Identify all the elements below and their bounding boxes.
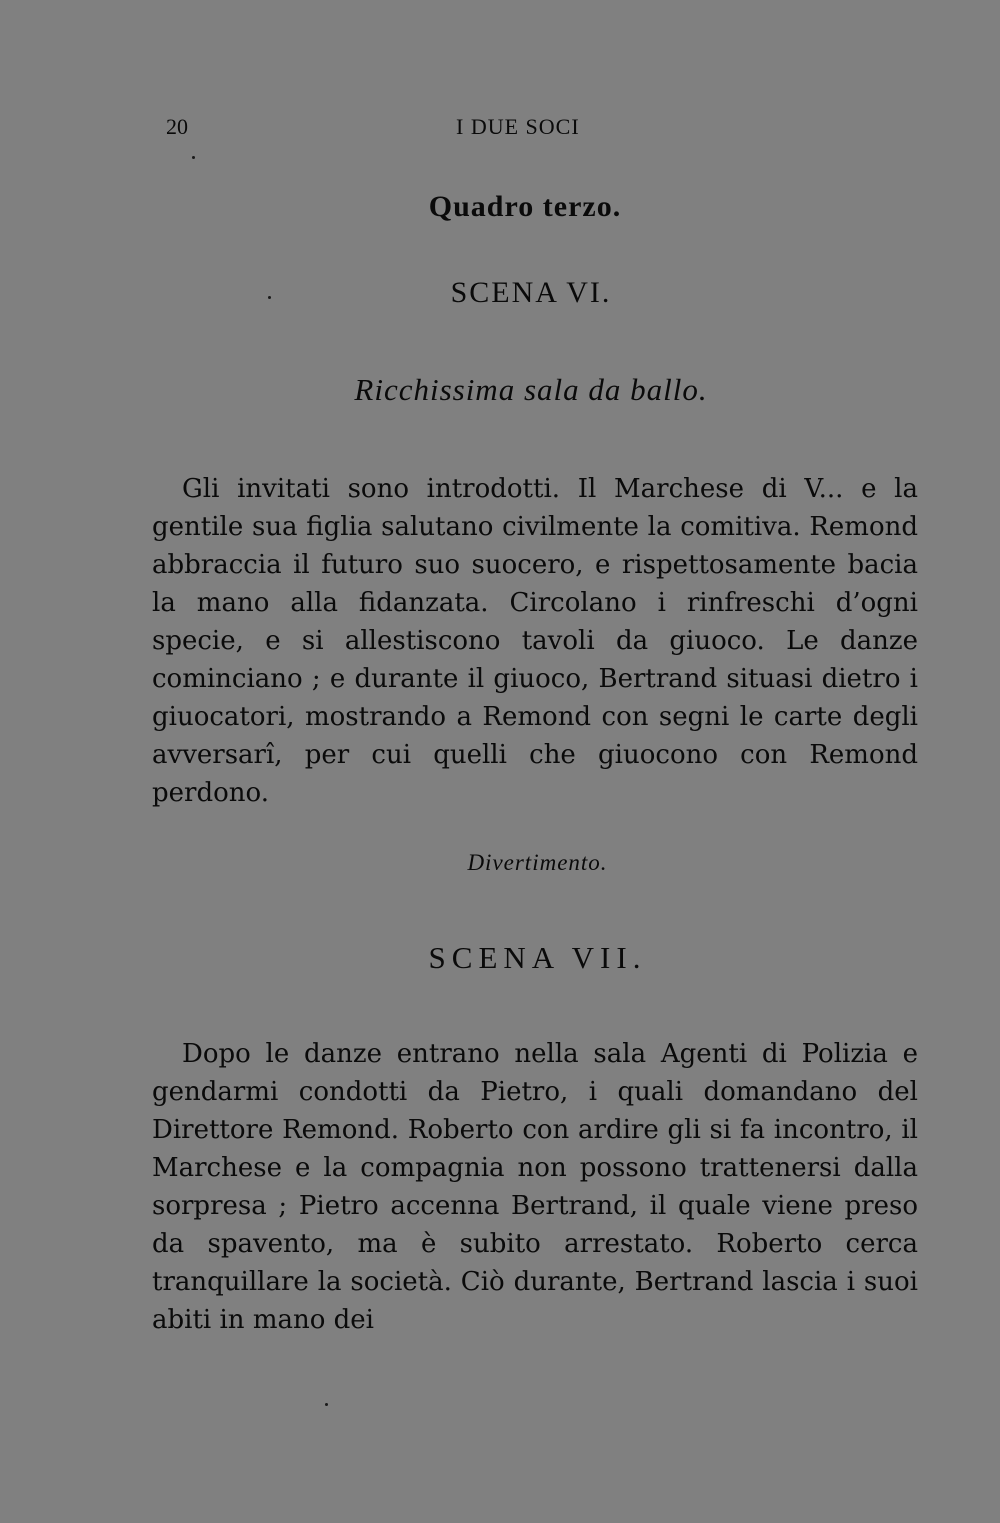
page-number: 20: [166, 114, 188, 139]
scene-heading-vi: SCENA VI.: [450, 276, 612, 309]
scene-heading-vii: SCENA VII.: [428, 940, 647, 975]
scene-setting: Ricchissima sala da ballo.: [354, 372, 708, 407]
section-title: Quadro terzo.: [428, 190, 622, 223]
running-title: I DUE SOCI: [456, 114, 580, 139]
stage-direction-paragraph-vii: Dopo le danze entrano nella sala Agenti di Polizia e gendarmi condotti da Pietro, i quali domandano del Direttore Remond. Roberto con ardire gli si fa incontro, il Marchese e la compagnia non possono trattenersi dalla sorpresa ; Pietro accenna Bertrand, il quale viene preso da spavento, ma è subito arrestato. Roberto cerca tranquillare la società. Ciò durante, Bertrand lascia i suoi abiti in mano dei: [152, 1039, 918, 1335]
running-head: [0, 114, 1000, 144]
interlude-label: Divertimento.: [467, 850, 608, 875]
print-speck: [192, 156, 195, 159]
print-speck: [268, 296, 271, 299]
stage-direction-paragraph-vi: Gli invitati sono introdotti. Il Marchese di V... e la gentile sua figlia salutano civilmente la comitiva. Remond abbraccia il futuro suo suocero, e rispettosamente bacia la mano alla fidanzata. Circolano i rinfreschi d’ogni specie, e si allestiscono tavoli da giuoco. Le danze cominciano ; e durante il giuoco, Bertrand situasi dietro i giuocatori, mostrando a Remond con segni le carte degli avversarî, per cui quelli che giuocono con Remond perdono.: [152, 474, 918, 808]
print-speck: [325, 1403, 328, 1406]
